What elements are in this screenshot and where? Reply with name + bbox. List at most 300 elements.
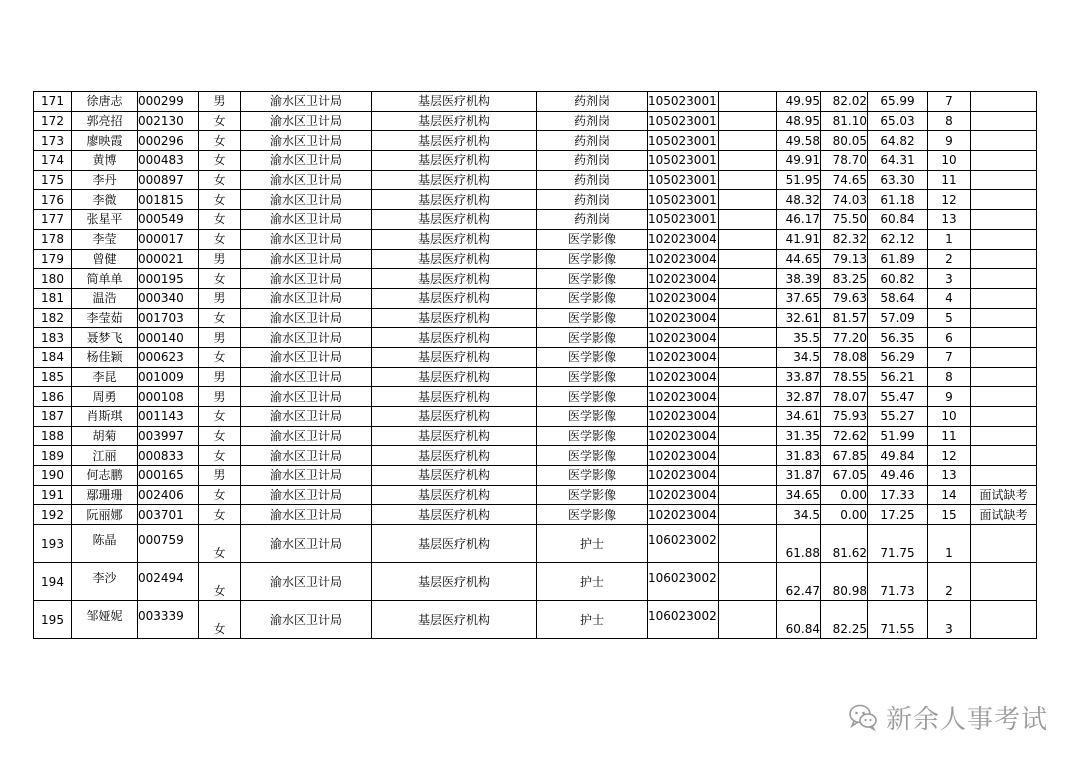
cell-unit: 基层医疗机构 (372, 466, 537, 486)
cell-written: 41.91 (777, 229, 821, 249)
cell-dept: 渝水区卫计局 (241, 601, 372, 639)
cell-written: 61.88 (777, 525, 821, 563)
cell-id: 003339 (138, 601, 199, 639)
table-row (34, 190, 1037, 210)
cell-post: 护士 (537, 601, 648, 639)
wechat-icon (848, 702, 878, 732)
cell-interview: 80.98 (821, 563, 868, 601)
cell-no: 192 (34, 505, 72, 525)
cell-no: 194 (34, 563, 72, 601)
cell-gender: 女 (199, 347, 241, 367)
cell-unit: 基层医疗机构 (372, 308, 537, 328)
cell-name: 郭亮招 (72, 111, 138, 131)
cell-no: 185 (34, 367, 72, 387)
table-row (34, 563, 1037, 601)
cell-dept: 渝水区卫计局 (241, 308, 372, 328)
cell-unit: 基层医疗机构 (372, 111, 537, 131)
cell-post: 医学影像 (537, 347, 648, 367)
table-row (34, 505, 1037, 525)
cell-note (971, 328, 1037, 348)
table-row (34, 328, 1037, 348)
cell-interview: 0.00 (821, 485, 868, 505)
cell-written: 46.17 (777, 210, 821, 230)
cell-total: 49.84 (868, 446, 928, 466)
cell-rank: 13 (928, 466, 971, 486)
table-body (34, 92, 1037, 639)
cell-note (971, 288, 1037, 308)
cell-dept: 渝水区卫计局 (241, 446, 372, 466)
cell-note (971, 111, 1037, 131)
cell-name: 李微 (72, 190, 138, 210)
cell-name: 李莹 (72, 229, 138, 249)
cell-note (971, 426, 1037, 446)
cell-interview: 81.57 (821, 308, 868, 328)
cell-no: 178 (34, 229, 72, 249)
cell-rank: 1 (928, 229, 971, 249)
cell-rank: 15 (928, 505, 971, 525)
blank-cell (719, 387, 777, 407)
cell-dept: 渝水区卫计局 (241, 111, 372, 131)
cell-rank: 3 (928, 601, 971, 639)
cell-id: 000549 (138, 210, 199, 230)
cell-name: 徐唐志 (72, 92, 138, 112)
blank-cell (719, 229, 777, 249)
cell-total: 64.82 (868, 131, 928, 151)
cell-gender: 男 (199, 466, 241, 486)
cell-rank: 1 (928, 525, 971, 563)
cell-post: 医学影像 (537, 269, 648, 289)
cell-total: 71.55 (868, 601, 928, 639)
cell-interview: 75.50 (821, 210, 868, 230)
cell-no: 175 (34, 170, 72, 190)
cell-name: 邹娅妮 (72, 601, 138, 639)
cell-written: 31.35 (777, 426, 821, 446)
cell-id: 000833 (138, 446, 199, 466)
cell-unit: 基层医疗机构 (372, 407, 537, 427)
table-row (34, 387, 1037, 407)
cell-no: 184 (34, 347, 72, 367)
cell-dept: 渝水区卫计局 (241, 328, 372, 348)
cell-total: 65.03 (868, 111, 928, 131)
cell-note (971, 601, 1037, 639)
cell-dept: 渝水区卫计局 (241, 525, 372, 563)
cell-id: 000897 (138, 170, 199, 190)
watermark-text: 新余人事考试 (886, 704, 1049, 735)
table-row (34, 111, 1037, 131)
cell-name: 江丽 (72, 446, 138, 466)
blank-cell (719, 190, 777, 210)
cell-total: 71.75 (868, 525, 928, 563)
cell-note (971, 525, 1037, 563)
cell-written: 37.65 (777, 288, 821, 308)
cell-rank: 7 (928, 92, 971, 112)
cell-gender: 男 (199, 387, 241, 407)
cell-code: 102023004 (648, 269, 719, 289)
blank-cell (719, 563, 777, 601)
cell-total: 60.84 (868, 210, 928, 230)
cell-rank: 14 (928, 485, 971, 505)
cell-code: 105023001 (648, 92, 719, 112)
table-row (34, 151, 1037, 171)
cell-note (971, 190, 1037, 210)
cell-gender: 女 (199, 446, 241, 466)
cell-interview: 72.62 (821, 426, 868, 446)
blank-cell (719, 426, 777, 446)
cell-id: 000340 (138, 288, 199, 308)
cell-gender: 男 (199, 328, 241, 348)
cell-post: 医学影像 (537, 328, 648, 348)
cell-note: 面试缺考 (971, 505, 1037, 525)
cell-interview: 74.03 (821, 190, 868, 210)
cell-post: 护士 (537, 525, 648, 563)
cell-id: 000108 (138, 387, 199, 407)
cell-unit: 基层医疗机构 (372, 210, 537, 230)
cell-name: 杨佳颖 (72, 347, 138, 367)
table-row (34, 288, 1037, 308)
blank-cell (719, 288, 777, 308)
cell-id: 000017 (138, 229, 199, 249)
cell-id: 000021 (138, 249, 199, 269)
cell-id: 000623 (138, 347, 199, 367)
cell-rank: 2 (928, 249, 971, 269)
blank-cell (719, 249, 777, 269)
cell-note (971, 308, 1037, 328)
cell-interview: 81.10 (821, 111, 868, 131)
cell-written: 32.87 (777, 387, 821, 407)
cell-written: 34.65 (777, 485, 821, 505)
cell-interview: 75.93 (821, 407, 868, 427)
cell-dept: 渝水区卫计局 (241, 210, 372, 230)
cell-code: 102023004 (648, 466, 719, 486)
cell-unit: 基层医疗机构 (372, 367, 537, 387)
cell-interview: 82.25 (821, 601, 868, 639)
cell-gender: 女 (199, 131, 241, 151)
cell-post: 医学影像 (537, 249, 648, 269)
cell-dept: 渝水区卫计局 (241, 505, 372, 525)
table-row (34, 347, 1037, 367)
cell-rank: 4 (928, 288, 971, 308)
cell-note (971, 229, 1037, 249)
cell-post: 医学影像 (537, 426, 648, 446)
cell-dept: 渝水区卫计局 (241, 131, 372, 151)
cell-note (971, 367, 1037, 387)
cell-gender: 女 (199, 426, 241, 446)
cell-post: 护士 (537, 563, 648, 601)
cell-post: 医学影像 (537, 387, 648, 407)
cell-gender: 女 (199, 190, 241, 210)
cell-name: 鄢珊珊 (72, 485, 138, 505)
cell-code: 102023004 (648, 288, 719, 308)
cell-post: 医学影像 (537, 485, 648, 505)
cell-id: 000195 (138, 269, 199, 289)
cell-total: 56.29 (868, 347, 928, 367)
cell-interview: 79.63 (821, 288, 868, 308)
cell-name: 简单单 (72, 269, 138, 289)
cell-rank: 6 (928, 328, 971, 348)
cell-interview: 78.55 (821, 367, 868, 387)
cell-total: 55.27 (868, 407, 928, 427)
table-row (34, 466, 1037, 486)
cell-unit: 基层医疗机构 (372, 525, 537, 563)
cell-interview: 80.05 (821, 131, 868, 151)
cell-code: 102023004 (648, 426, 719, 446)
cell-gender: 女 (199, 151, 241, 171)
cell-unit: 基层医疗机构 (372, 288, 537, 308)
cell-no: 181 (34, 288, 72, 308)
cell-rank: 11 (928, 170, 971, 190)
cell-gender: 男 (199, 288, 241, 308)
cell-total: 62.12 (868, 229, 928, 249)
cell-post: 医学影像 (537, 367, 648, 387)
table-row (34, 92, 1037, 112)
cell-no: 191 (34, 485, 72, 505)
cell-no: 182 (34, 308, 72, 328)
cell-code: 102023004 (648, 407, 719, 427)
cell-gender: 女 (199, 563, 241, 601)
table-row (34, 426, 1037, 446)
cell-unit: 基层医疗机构 (372, 249, 537, 269)
cell-unit: 基层医疗机构 (372, 92, 537, 112)
cell-written: 32.61 (777, 308, 821, 328)
table-row (34, 229, 1037, 249)
table-row (34, 269, 1037, 289)
cell-code: 105023001 (648, 210, 719, 230)
cell-dept: 渝水区卫计局 (241, 190, 372, 210)
blank-cell (719, 92, 777, 112)
table-row (34, 601, 1037, 639)
cell-gender: 男 (199, 367, 241, 387)
cell-post: 医学影像 (537, 446, 648, 466)
cell-no: 177 (34, 210, 72, 230)
table-row (34, 446, 1037, 466)
cell-id: 000296 (138, 131, 199, 151)
cell-code: 105023001 (648, 131, 719, 151)
cell-rank: 12 (928, 190, 971, 210)
cell-interview: 77.20 (821, 328, 868, 348)
cell-note (971, 92, 1037, 112)
cell-unit: 基层医疗机构 (372, 601, 537, 639)
cell-no: 193 (34, 525, 72, 563)
cell-written: 31.87 (777, 466, 821, 486)
cell-code: 102023004 (648, 387, 719, 407)
cell-total: 17.25 (868, 505, 928, 525)
cell-rank: 8 (928, 367, 971, 387)
cell-total: 56.21 (868, 367, 928, 387)
cell-name: 何志鹏 (72, 466, 138, 486)
cell-post: 医学影像 (537, 308, 648, 328)
table-row (34, 308, 1037, 328)
blank-cell (719, 210, 777, 230)
blank-cell (719, 269, 777, 289)
cell-id: 002130 (138, 111, 199, 131)
cell-rank: 9 (928, 387, 971, 407)
cell-dept: 渝水区卫计局 (241, 347, 372, 367)
cell-gender: 男 (199, 249, 241, 269)
cell-written: 51.95 (777, 170, 821, 190)
table-row (34, 131, 1037, 151)
cell-no: 179 (34, 249, 72, 269)
cell-interview: 81.62 (821, 525, 868, 563)
cell-code: 102023004 (648, 505, 719, 525)
cell-rank: 10 (928, 151, 971, 171)
cell-no: 172 (34, 111, 72, 131)
cell-note (971, 170, 1037, 190)
cell-gender: 女 (199, 210, 241, 230)
cell-dept: 渝水区卫计局 (241, 92, 372, 112)
cell-written: 48.32 (777, 190, 821, 210)
cell-name: 廖映霞 (72, 131, 138, 151)
cell-note (971, 131, 1037, 151)
cell-dept: 渝水区卫计局 (241, 151, 372, 171)
cell-code: 102023004 (648, 249, 719, 269)
cell-post: 药剂岗 (537, 190, 648, 210)
cell-written: 33.87 (777, 367, 821, 387)
cell-note (971, 151, 1037, 171)
cell-note (971, 446, 1037, 466)
cell-note (971, 347, 1037, 367)
table-row (34, 170, 1037, 190)
blank-cell (719, 407, 777, 427)
cell-rank: 5 (928, 308, 971, 328)
cell-no: 195 (34, 601, 72, 639)
cell-total: 58.64 (868, 288, 928, 308)
cell-written: 34.5 (777, 347, 821, 367)
cell-dept: 渝水区卫计局 (241, 426, 372, 446)
cell-name: 肖斯琪 (72, 407, 138, 427)
cell-note (971, 466, 1037, 486)
cell-id: 000483 (138, 151, 199, 171)
cell-code: 102023004 (648, 485, 719, 505)
cell-no: 171 (34, 92, 72, 112)
cell-dept: 渝水区卫计局 (241, 563, 372, 601)
cell-post: 医学影像 (537, 288, 648, 308)
table-row (34, 485, 1037, 505)
cell-written: 49.58 (777, 131, 821, 151)
cell-name: 黄博 (72, 151, 138, 171)
cell-note (971, 563, 1037, 601)
cell-gender: 女 (199, 111, 241, 131)
blank-cell (719, 367, 777, 387)
blank-cell (719, 601, 777, 639)
cell-unit: 基层医疗机构 (372, 190, 537, 210)
cell-dept: 渝水区卫计局 (241, 485, 372, 505)
cell-post: 药剂岗 (537, 170, 648, 190)
cell-interview: 78.08 (821, 347, 868, 367)
cell-rank: 7 (928, 347, 971, 367)
cell-dept: 渝水区卫计局 (241, 170, 372, 190)
cell-unit: 基层医疗机构 (372, 347, 537, 367)
cell-total: 17.33 (868, 485, 928, 505)
cell-rank: 13 (928, 210, 971, 230)
cell-id: 000759 (138, 525, 199, 563)
cell-gender: 女 (199, 269, 241, 289)
cell-rank: 11 (928, 426, 971, 446)
cell-total: 65.99 (868, 92, 928, 112)
cell-total: 71.73 (868, 563, 928, 601)
cell-code: 106023002 (648, 563, 719, 601)
cell-total: 55.47 (868, 387, 928, 407)
blank-cell (719, 466, 777, 486)
cell-id: 001703 (138, 308, 199, 328)
cell-id: 000299 (138, 92, 199, 112)
cell-id: 002406 (138, 485, 199, 505)
cell-id: 000140 (138, 328, 199, 348)
cell-interview: 78.07 (821, 387, 868, 407)
cell-written: 60.84 (777, 601, 821, 639)
cell-total: 64.31 (868, 151, 928, 171)
cell-total: 60.82 (868, 269, 928, 289)
cell-no: 176 (34, 190, 72, 210)
cell-code: 105023001 (648, 170, 719, 190)
cell-dept: 渝水区卫计局 (241, 367, 372, 387)
cell-name: 李昆 (72, 367, 138, 387)
cell-id: 002494 (138, 563, 199, 601)
blank-cell (719, 151, 777, 171)
cell-id: 000165 (138, 466, 199, 486)
cell-code: 102023004 (648, 308, 719, 328)
cell-dept: 渝水区卫计局 (241, 229, 372, 249)
cell-name: 周勇 (72, 387, 138, 407)
blank-cell (719, 328, 777, 348)
cell-id: 001815 (138, 190, 199, 210)
cell-post: 医学影像 (537, 229, 648, 249)
cell-unit: 基层医疗机构 (372, 170, 537, 190)
cell-code: 106023002 (648, 601, 719, 639)
cell-no: 173 (34, 131, 72, 151)
cell-code: 102023004 (648, 347, 719, 367)
cell-interview: 0.00 (821, 505, 868, 525)
cell-code: 105023001 (648, 190, 719, 210)
cell-id: 001009 (138, 367, 199, 387)
cell-interview: 79.13 (821, 249, 868, 269)
cell-unit: 基层医疗机构 (372, 446, 537, 466)
cell-dept: 渝水区卫计局 (241, 407, 372, 427)
cell-total: 61.89 (868, 249, 928, 269)
cell-rank: 10 (928, 407, 971, 427)
cell-dept: 渝水区卫计局 (241, 249, 372, 269)
cell-rank: 12 (928, 446, 971, 466)
cell-code: 102023004 (648, 367, 719, 387)
cell-no: 190 (34, 466, 72, 486)
cell-note (971, 387, 1037, 407)
cell-written: 31.83 (777, 446, 821, 466)
cell-gender: 女 (199, 525, 241, 563)
cell-written: 35.5 (777, 328, 821, 348)
table-row (34, 210, 1037, 230)
blank-cell (719, 525, 777, 563)
table-row (34, 367, 1037, 387)
cell-gender: 男 (199, 92, 241, 112)
cell-written: 62.47 (777, 563, 821, 601)
cell-total: 51.99 (868, 426, 928, 446)
cell-post: 药剂岗 (537, 92, 648, 112)
cell-code: 105023001 (648, 111, 719, 131)
cell-name: 温浩 (72, 288, 138, 308)
cell-no: 186 (34, 387, 72, 407)
blank-cell (719, 485, 777, 505)
cell-code: 102023004 (648, 229, 719, 249)
cell-rank: 8 (928, 111, 971, 131)
cell-unit: 基层医疗机构 (372, 426, 537, 446)
cell-written: 49.91 (777, 151, 821, 171)
cell-gender: 女 (199, 308, 241, 328)
cell-code: 102023004 (648, 446, 719, 466)
cell-unit: 基层医疗机构 (372, 328, 537, 348)
cell-unit: 基层医疗机构 (372, 151, 537, 171)
cell-id: 001143 (138, 407, 199, 427)
cell-gender: 女 (199, 170, 241, 190)
cell-post: 药剂岗 (537, 210, 648, 230)
